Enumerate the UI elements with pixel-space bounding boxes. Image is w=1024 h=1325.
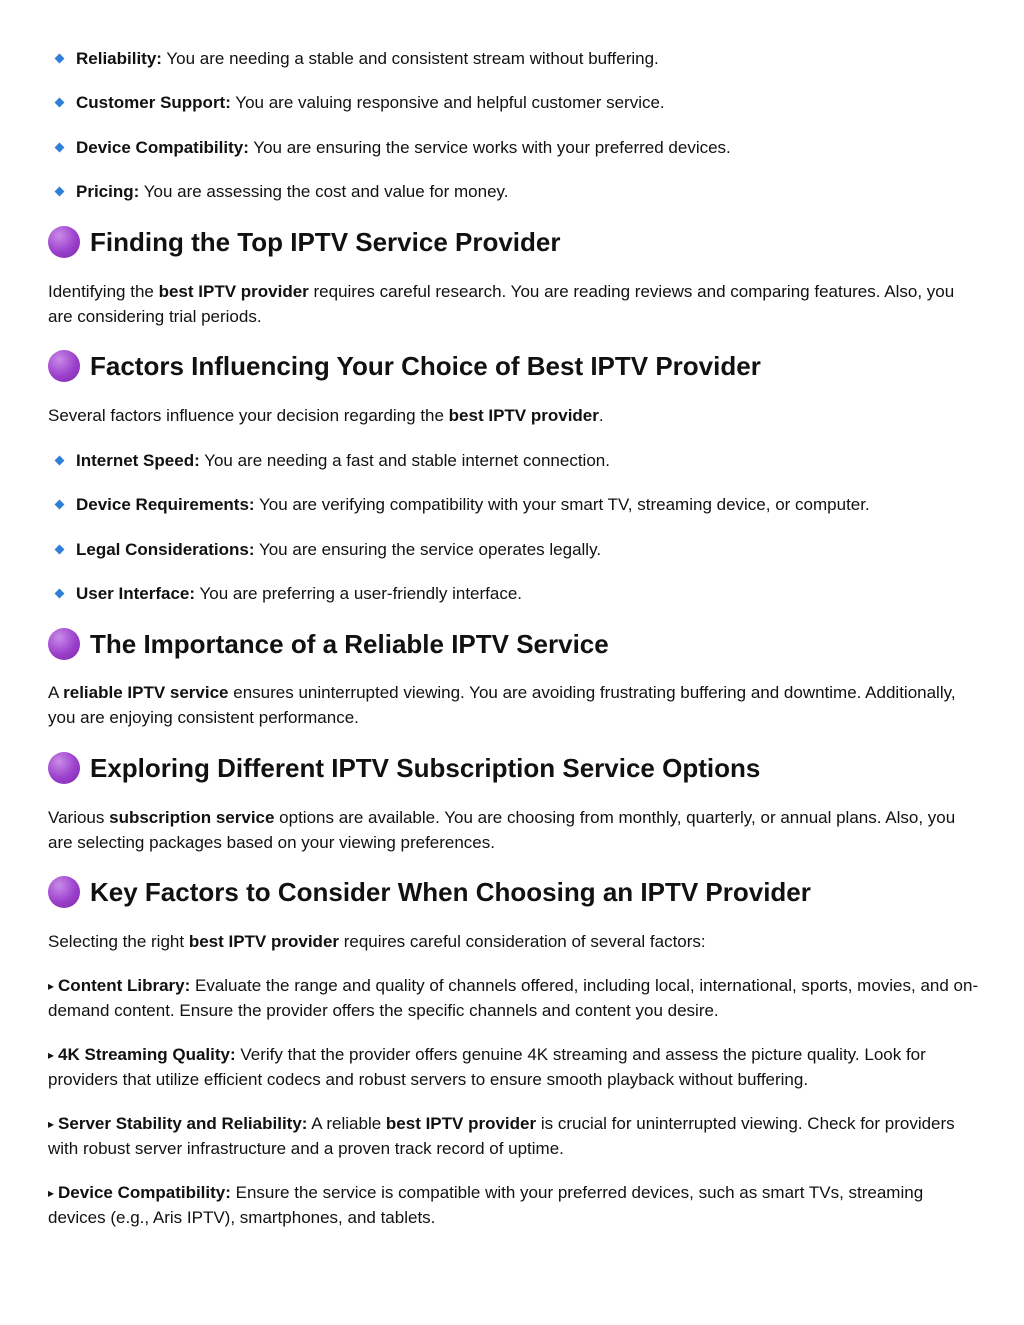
item-label: Content Library: bbox=[58, 976, 191, 995]
item-text: is crucial for uninterrupted viewing. Check for providers with robust server infrastructure and a proven track record of uptime. bbox=[48, 1114, 955, 1158]
heading-text: Key Factors to Consider When Choosing an IPTV Provider bbox=[90, 877, 811, 907]
list-item bbox=[48, 449, 610, 473]
text: Various bbox=[48, 808, 110, 827]
item-text: You are assessing the cost and value for money. bbox=[139, 182, 509, 201]
item-label: Server Stability and Reliability: bbox=[58, 1114, 308, 1133]
text: Several factors influence your decision regarding the bbox=[48, 406, 449, 425]
bold-text: best IPTV provider bbox=[448, 406, 599, 425]
triangle-bullet-icon: ▸ bbox=[48, 1117, 55, 1131]
item-label: Legal Considerations: bbox=[76, 540, 255, 559]
text: requires careful consideration of several factors: bbox=[339, 932, 706, 951]
item-text: A reliable bbox=[307, 1114, 386, 1133]
item-label: Internet Speed: bbox=[76, 451, 200, 470]
item-label: Reliability: bbox=[76, 49, 162, 68]
section-heading bbox=[48, 350, 761, 382]
purple-circle-icon bbox=[48, 226, 80, 258]
item-label: Device Compatibility: bbox=[76, 138, 249, 157]
item-text: Ensure the service is compatible with your preferred devices, such as smart TVs, streaming devices (e.g., Aris IPTV), smartphones, and tablets. bbox=[48, 1183, 924, 1227]
triangle-bullet-icon: ▸ bbox=[48, 979, 55, 993]
heading-text: Finding the Top IPTV Service Provider bbox=[90, 227, 561, 257]
item-text: You are verifying compatibility with your smart TV, streaming device, or computer. bbox=[254, 495, 870, 514]
purple-circle-icon bbox=[48, 628, 80, 660]
item-text: You are preferring a user-friendly interface. bbox=[195, 584, 523, 603]
paragraph bbox=[48, 404, 983, 429]
purple-circle-icon bbox=[48, 876, 80, 908]
item-text: You are needing a stable and consistent stream without buffering. bbox=[161, 49, 659, 68]
factor-item bbox=[48, 974, 983, 1023]
text: Identifying the bbox=[48, 282, 159, 301]
list-item bbox=[48, 91, 665, 115]
diamond-bullet-icon bbox=[55, 54, 65, 64]
diamond-bullet-icon bbox=[55, 143, 65, 153]
paragraph bbox=[48, 930, 983, 955]
item-label: Device Compatibility: bbox=[58, 1183, 231, 1202]
bold-text: subscription service bbox=[109, 808, 275, 827]
factor-item bbox=[48, 1043, 983, 1092]
section-heading bbox=[48, 628, 609, 660]
bold-text: reliable IPTV service bbox=[63, 683, 229, 702]
diamond-bullet-icon bbox=[55, 545, 65, 555]
text: requires careful research. You are reading reviews and comparing features. Also, you are considering trial periods. bbox=[48, 282, 955, 326]
item-label: 4K Streaming Quality: bbox=[58, 1045, 236, 1064]
text: ensures uninterrupted viewing. You are avoiding frustrating buffering and downtime. Additionally, you are enjoying consistent performance. bbox=[48, 683, 956, 727]
paragraph bbox=[48, 806, 983, 855]
list-item bbox=[48, 582, 522, 606]
diamond-bullet-icon bbox=[55, 500, 65, 510]
item-label: Device Requirements: bbox=[76, 495, 255, 514]
text: Selecting the right bbox=[48, 932, 189, 951]
diamond-bullet-icon bbox=[55, 456, 65, 466]
item-text: You are ensuring the service works with your preferred devices. bbox=[248, 138, 731, 157]
heading-text: The Importance of a Reliable IPTV Service bbox=[90, 629, 609, 659]
item-text: You are needing a fast and stable internet connection. bbox=[199, 451, 610, 470]
text: options are available. You are choosing from monthly, quarterly, or annual plans. Also, you are selecting packages based on your viewing preferences. bbox=[48, 808, 956, 852]
item-label: Pricing: bbox=[76, 182, 140, 201]
heading-text: Factors Influencing Your Choice of Best IPTV Provider bbox=[90, 351, 761, 381]
list-item bbox=[48, 180, 509, 204]
diamond-bullet-icon bbox=[55, 98, 65, 108]
diamond-bullet-icon bbox=[55, 589, 65, 599]
item-text: Evaluate the range and quality of channels offered, including local, international, sports, movies, and on-demand content. Ensure the provider offers the specific channels and content you desire. bbox=[48, 976, 979, 1020]
purple-circle-icon bbox=[48, 350, 80, 382]
section-heading bbox=[48, 752, 760, 784]
purple-circle-icon bbox=[48, 752, 80, 784]
text: A bbox=[48, 683, 64, 702]
list-item bbox=[48, 493, 870, 517]
triangle-bullet-icon: ▸ bbox=[48, 1186, 55, 1200]
bold-text: best IPTV provider bbox=[385, 1114, 537, 1133]
paragraph bbox=[48, 681, 983, 730]
diamond-bullet-icon bbox=[55, 187, 65, 197]
text: . bbox=[598, 406, 604, 425]
item-label: Customer Support: bbox=[76, 93, 231, 112]
triangle-bullet-icon: ▸ bbox=[48, 1048, 55, 1062]
list-item bbox=[48, 136, 731, 160]
item-text: Verify that the provider offers genuine 4K streaming and assess the picture quality. Look for providers that utilize efficient codecs and robust servers to ensure smooth playback without buffering. bbox=[48, 1045, 926, 1089]
list-item bbox=[48, 538, 601, 562]
section-heading bbox=[48, 876, 811, 908]
bold-text: best IPTV provider bbox=[188, 932, 340, 951]
section-heading bbox=[48, 226, 561, 258]
list-item bbox=[48, 47, 659, 71]
item-label: User Interface: bbox=[76, 584, 196, 603]
factor-item bbox=[48, 1112, 983, 1161]
paragraph bbox=[48, 280, 983, 329]
bold-text: best IPTV provider bbox=[158, 282, 309, 301]
heading-text: Exploring Different IPTV Subscription Service Options bbox=[90, 753, 761, 783]
item-text: You are valuing responsive and helpful customer service. bbox=[230, 93, 665, 112]
item-text: You are ensuring the service operates legally. bbox=[254, 540, 602, 559]
factor-item bbox=[48, 1181, 983, 1230]
